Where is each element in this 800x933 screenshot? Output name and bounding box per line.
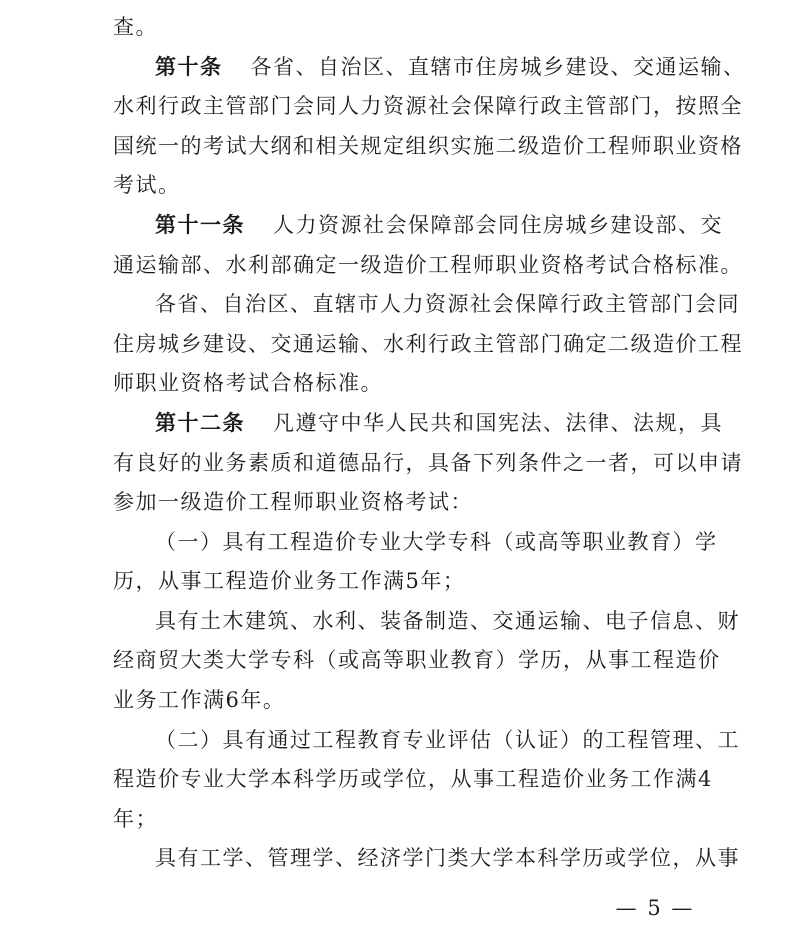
article-first-line	[155, 52, 800, 82]
text-line: 参加一级造价工程师职业资格考试：	[113, 490, 473, 514]
text-line: 考试。	[113, 173, 181, 197]
text-line: 水利行政主管部门会同人力资源社会保障行政主管部门，按照全	[113, 94, 743, 118]
text-line: 师职业资格考试合格标准。	[113, 371, 383, 395]
text-line: （一）具有工程造价专业大学专科（或高等职业教育）学	[155, 530, 718, 554]
text-run: 各省、自治区、直辖市住房城乡建设、交通运输、	[250, 55, 746, 79]
article-first-line	[155, 210, 800, 240]
text-run: 人力资源社会保障部会同住房城乡建设部、交	[273, 213, 723, 237]
text-line: （二）具有通过工程教育专业评估（认证）的工程管理、工	[155, 728, 740, 752]
text-run: 凡遵守中华人民共和国宪法、法律、法规，具	[273, 411, 723, 435]
text-line: 具有工学、管理学、经济学门类大学本科学历或学位，从事	[155, 846, 740, 870]
text-line: 国统一的考试大纲和相关规定组织实施二级造价工程师职业资格	[113, 134, 743, 158]
text-line: 有良好的业务素质和道德品行，具备下列条件之一者，可以申请	[113, 451, 743, 475]
text-line: 业务工作满6年。	[113, 688, 286, 712]
text-line: 查。	[113, 15, 158, 39]
article-heading: 第十一条	[155, 213, 245, 237]
text-line: 历，从事工程造价业务工作满5年；	[113, 569, 466, 593]
text-line: 各省、自治区、直辖市人力资源社会保障行政主管部门会同	[155, 292, 740, 316]
page-number: — 5 —	[615, 896, 695, 920]
text-line: 经商贸大类大学专科（或高等职业教育）学历，从事工程造价	[113, 648, 721, 672]
text-line: 年；	[113, 807, 158, 831]
article-first-line	[155, 408, 800, 438]
text-line: 通运输部、水利部确定一级造价工程师职业资格考试合格标准。	[113, 253, 743, 277]
text-line: 具有土木建筑、水利、装备制造、交通运输、电子信息、财	[155, 609, 740, 633]
text-line: 程造价专业大学本科学历或学位，从事工程造价业务工作满4	[113, 767, 713, 791]
article-heading: 第十条	[155, 55, 223, 79]
text-line: 住房城乡建设、交通运输、水利行政主管部门确定二级造价工程	[113, 332, 743, 356]
article-heading: 第十二条	[155, 411, 245, 435]
